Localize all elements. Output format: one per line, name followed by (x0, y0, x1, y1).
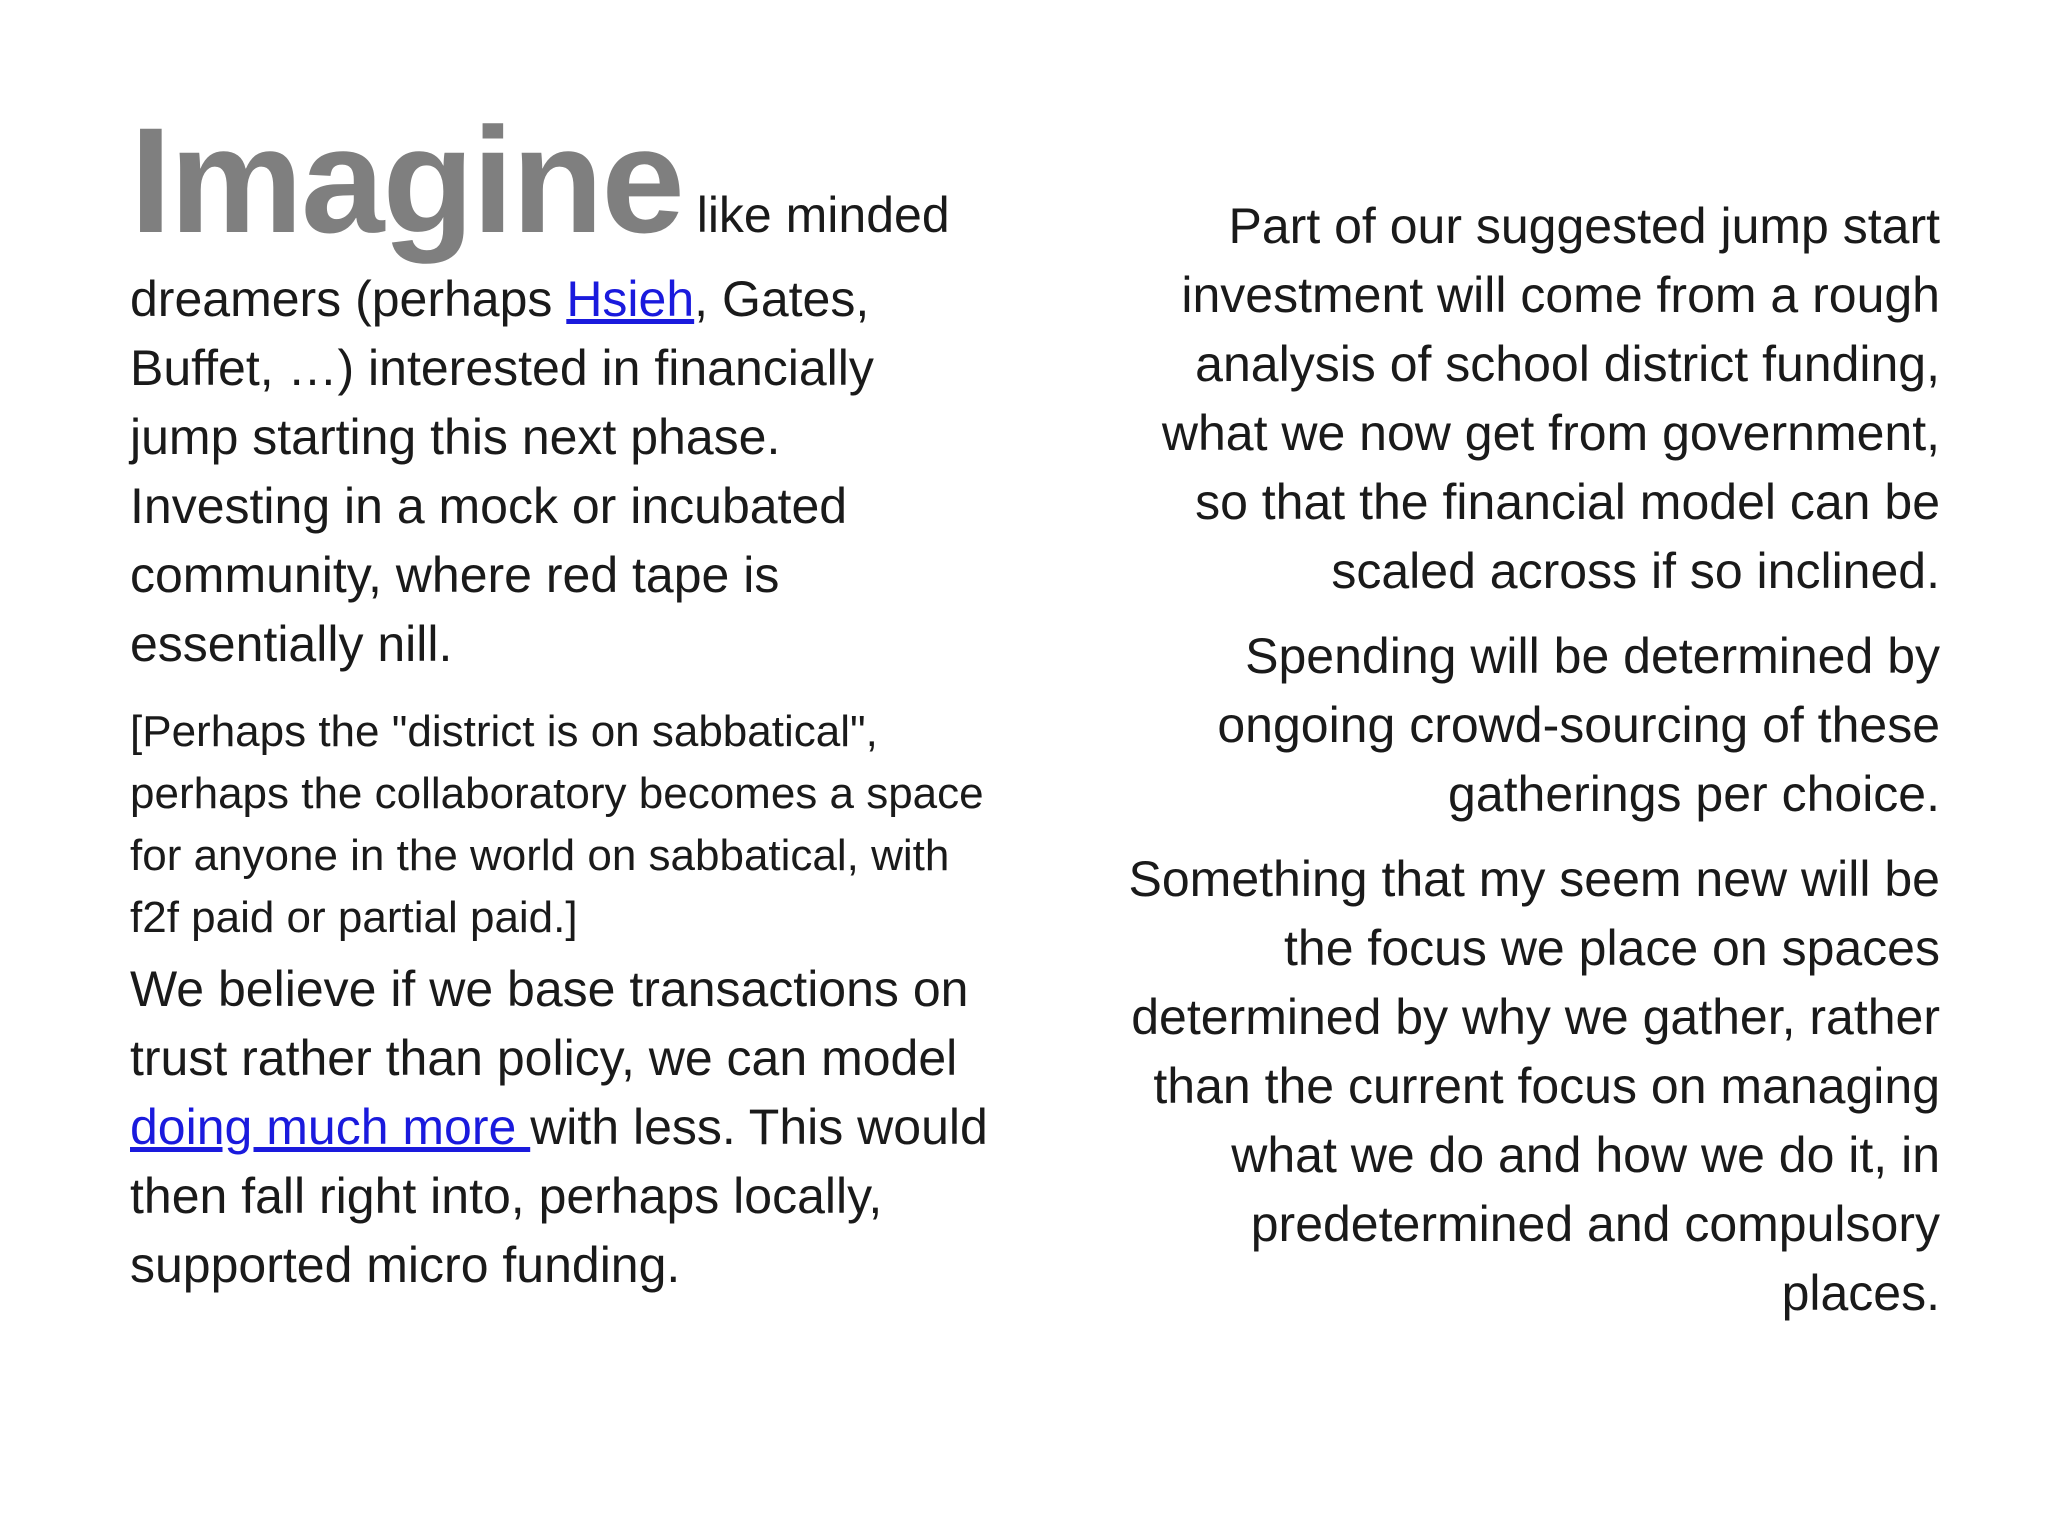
left-column (130, 96, 990, 1300)
title-line (130, 96, 990, 264)
left-paragraph-3-text-b: with less. This would then fall right into, perhaps locally, supported micro funding. (130, 1099, 988, 1293)
hsieh-link[interactable]: Hsieh (566, 271, 695, 327)
right-paragraph-3: Something that my seem new will be the focus we place on spaces determined by why we gather, rather than the current focus on managing what we do and how we do it, in predetermined and compulsory places. (1128, 851, 1940, 1321)
right-column (1120, 192, 1940, 1344)
right-paragraph-1: Part of our suggested jump start investment will come from a rough analysis of school district funding, what we now get from government, so that the financial model can be scaled across if so inclined. (1161, 198, 1940, 599)
left-paragraph-1-text-a: dreamers (perhaps (130, 271, 567, 327)
doing-much-more-link[interactable]: doing much more (130, 1099, 531, 1155)
left-paragraph-3 (130, 955, 990, 1300)
title-word: Imagine (130, 96, 683, 264)
left-paragraph-2: [Perhaps the "district is on sabbatical", perhaps the collaboratory becomes a space for anyone in the world on sabbatical, with f2f paid or partial paid.] (130, 707, 984, 942)
left-paragraph-1 (130, 265, 990, 679)
left-paragraph-1-text-b: , Gates, Buffet, …) interested in financially jump starting this next phase. Investing in a mock or incubated community, where red tape is essentially nill. (130, 271, 874, 672)
right-paragraph-2: Spending will be determined by ongoing crowd-sourcing of these gatherings per choice. (1217, 628, 1940, 822)
left-paragraph-3-text-a: We believe if we base transactions on trust rather than policy, we can model (130, 961, 969, 1086)
title-rest: like minded (682, 187, 950, 243)
